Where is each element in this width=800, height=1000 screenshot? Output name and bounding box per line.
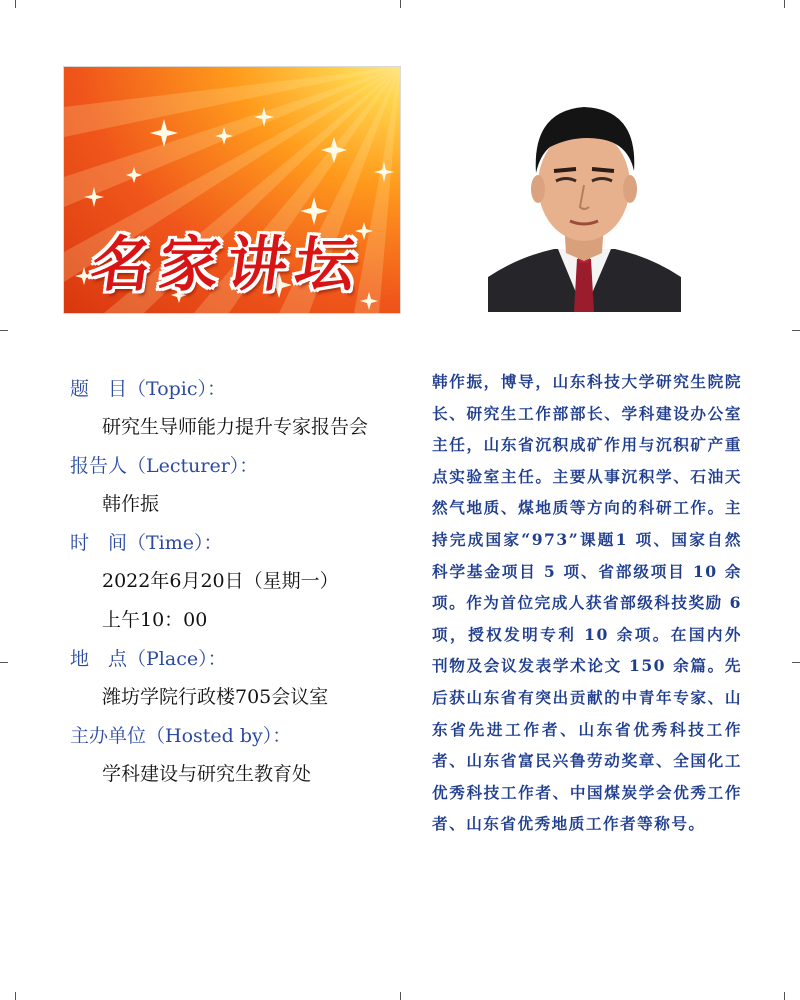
crop-mark-right-lower [792, 662, 800, 663]
place-label: 地 点（Place）： [70, 648, 227, 670]
time-hour: 上午10：00 [102, 609, 208, 631]
time-label: 时 间（Time）： [70, 532, 223, 554]
place-value: 潍坊学院行政楼705会议室 [102, 686, 329, 708]
speaker-bio: 韩作振，博导，山东科技大学研究生院院长、研究生工作部部长、学科建设办公室主任，山东省沉积成矿作用与沉积矿产重点实验室主任。主要从事沉积学、石油天然气地质、煤地质等方向的科研工作。主持完成国家“973”课题1 项、国家自然科学基金项目 5 项、省部级项目 10 余项。作为首位完成人获省部级科技奖励 6 项，授权发明专利 10 余项。在国内外刊物及会议发表学术论文 150 余篇。先后获山东省有突出贡献的中青年专家、山东省先进工作者、山东省优秀科技工作者、山东省富民兴鲁劳动奖章、全国化工优秀科技工作者、中国煤炭学会优秀工作者、山东省优秀地质工作者等称号。 [432, 372, 742, 834]
host-label: 主办单位（Hosted by）： [70, 725, 292, 747]
topic-value: 研究生导师能力提升专家报告会 [102, 416, 369, 438]
time-date: 2022年6月20日（星期一） [102, 570, 339, 592]
topic-label: 题 目（Topic）： [70, 378, 227, 400]
lecturer-value: 韩作振 [102, 493, 160, 515]
crop-mark-left-upper [0, 330, 8, 331]
crop-mark-bottom-right [784, 992, 785, 1000]
crop-mark-bottom-left [15, 992, 16, 1000]
crop-mark-right-upper [792, 330, 800, 331]
crop-mark-left-lower [0, 662, 8, 663]
host-value: 学科建设与研究生教育处 [102, 763, 312, 785]
lecturer-label: 报告人（Lecturer）： [70, 455, 259, 477]
crop-mark-top-left [15, 0, 16, 8]
speaker-portrait-illustration [488, 81, 681, 312]
crop-mark-top-center [400, 0, 401, 8]
crop-mark-bottom-center [400, 992, 401, 1000]
crop-mark-top-right [784, 0, 785, 8]
speaker-portrait [488, 81, 681, 312]
event-info [70, 370, 420, 794]
lecture-banner [63, 66, 401, 314]
banner-title: 名家讲坛 [86, 230, 369, 300]
